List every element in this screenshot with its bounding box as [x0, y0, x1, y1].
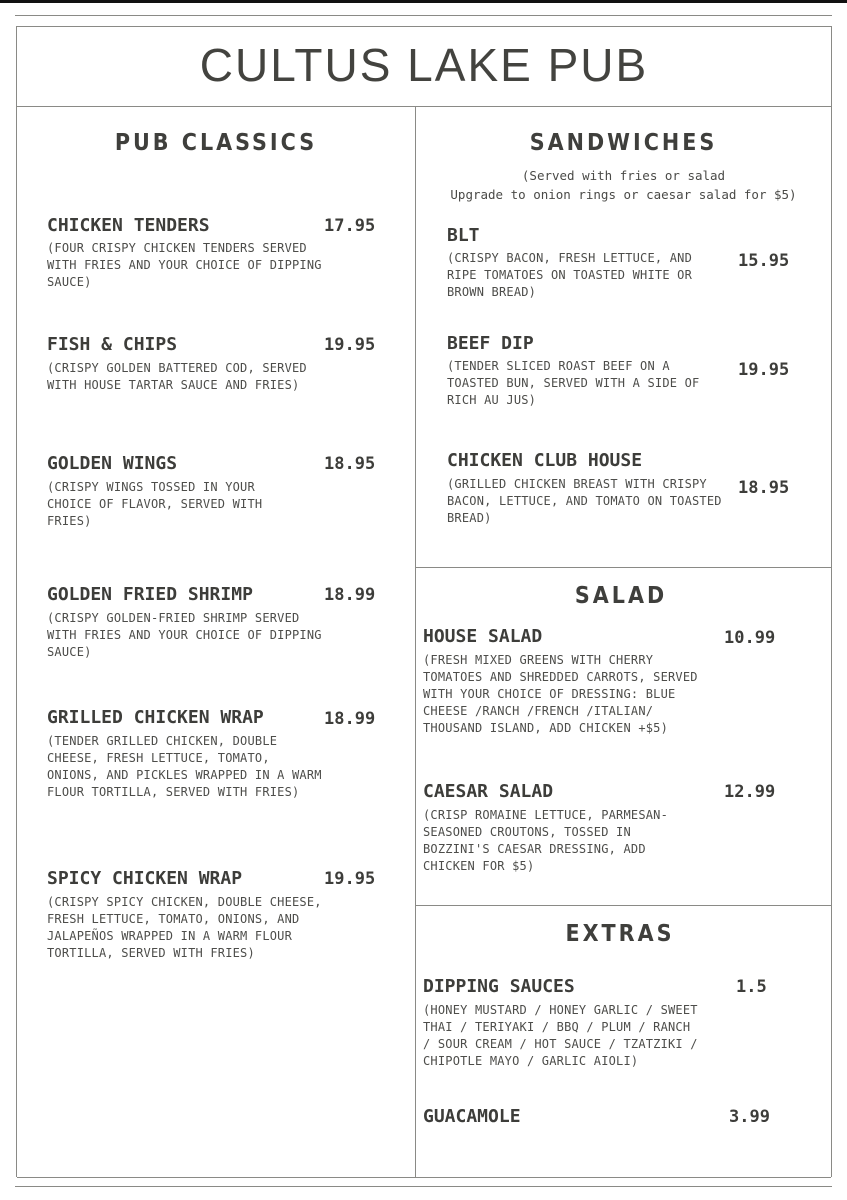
menu-item-name: CAESAR SALAD	[423, 781, 554, 802]
menu-item-description: (HONEY MUSTARD / HONEY GARLIC / SWEET THAI / TERIYAKI / BBQ / PLUM / RANCH / SOUR CREAM / HOT SAUCE / TZATZIKI / CHIPOTLE MAYO / GARLIC AIOLI)	[423, 1003, 698, 1068]
menu-item-description: (CRISPY WINGS TOSSED IN YOUR CHOICE OF FLAVOR, SERVED WITH FRIES)	[47, 480, 263, 528]
menu-item-name: HOUSE SALAD	[423, 626, 543, 647]
menu-item-name: CHICKEN CLUB HOUSE	[447, 450, 643, 471]
menu-item-price: 12.99	[724, 782, 776, 802]
menu-item-description: (CRISPY GOLDEN BATTERED COD, SERVED WITH HOUSE TARTAR SAUCE AND FRIES)	[47, 361, 307, 392]
frame-bottom-outer	[15, 1186, 832, 1187]
menu-item-description: (TENDER GRILLED CHICKEN, DOUBLE CHEESE, FRESH LETTUCE, TOMATO, ONIONS, AND PICKLES WRAPPED IN A WARM FLOUR TORTILLA, SERVED WITH FRIES)	[47, 734, 322, 799]
menu-item-price: 18.99	[324, 709, 376, 729]
menu-item-name: GOLDEN WINGS	[47, 453, 178, 474]
menu-item-name: SPICY CHICKEN WRAP	[47, 868, 243, 889]
frame-top-inner	[17, 26, 831, 27]
title-divider	[17, 106, 831, 107]
menu-item-price: 19.95	[324, 335, 376, 355]
restaurant-name: CULTUS LAKE PUB	[199, 39, 649, 91]
sandwiches-note-line-2: Upgrade to onion rings or caesar salad for $5)	[450, 187, 797, 202]
menu-item-price: 3.99	[729, 1107, 770, 1127]
sandwiches-heading: SANDWICHES	[529, 130, 718, 156]
menu-item-description: (FRESH MIXED GREENS WITH CHERRY TOMATOES AND SHREDDED CARROTS, SERVED WITH YOUR CHOICE OF DRESSING: BLUE CHEESE /RANCH /FRENCH /ITALIAN/ THOUSAND ISLAND, ADD CHICKEN +$5)	[423, 653, 698, 735]
menu-item-description: (CRISP ROMAINE LETTUCE, PARMESAN-SEASONED CROUTONS, TOSSED IN BOZZINI'S CAESAR DRESSING, ADD CHICKEN FOR $5)	[423, 808, 669, 873]
pub-classics-heading: PUB CLASSICS	[114, 130, 318, 156]
menu-item-name: GUACAMOLE	[423, 1106, 521, 1127]
menu-item-name: GRILLED CHICKEN WRAP	[47, 707, 264, 728]
sandwiches-note-line-1: (Served with fries or salad	[521, 168, 726, 183]
menu-item-name: CHICKEN TENDERS	[47, 215, 210, 236]
menu-item-price: 1.5	[736, 977, 767, 997]
menu-item-name: FISH & CHIPS	[47, 334, 178, 355]
menu-item-name: BEEF DIP	[447, 333, 534, 354]
frame-bottom-inner	[17, 1177, 831, 1178]
menu-item-description: (GRILLED CHICKEN BREAST WITH CRISPY BACON, LETTUCE, AND TOMATO ON TOASTED BREAD)	[447, 477, 722, 525]
menu-item-price: 15.95	[738, 251, 790, 271]
column-divider	[415, 107, 416, 1177]
menu-item-description: (TENDER SLICED ROAST BEEF ON A TOASTED BUN, SERVED WITH A SIDE OF RICH AU JUS)	[447, 359, 700, 407]
menu-item-price: 18.95	[738, 478, 790, 498]
menu-item-description: (CRISPY GOLDEN-FRIED SHRIMP SERVED WITH FRIES AND YOUR CHOICE OF DIPPING SAUCE)	[47, 611, 322, 659]
menu-item-price: 19.95	[738, 360, 790, 380]
salad-extras-divider	[416, 905, 831, 906]
frame-left	[16, 26, 17, 1177]
menu-item-name: BLT	[447, 225, 480, 246]
menu-item-price: 19.95	[324, 869, 376, 889]
frame-top-outer	[15, 15, 832, 16]
menu-item-price: 18.95	[324, 454, 376, 474]
frame-right	[831, 26, 832, 1177]
menu-item-price: 10.99	[724, 628, 776, 648]
top-border	[0, 0, 847, 3]
menu-item-price: 17.95	[324, 216, 376, 236]
extras-heading: EXTRAS	[565, 921, 675, 947]
menu-item-description: (CRISPY SPICY CHICKEN, DOUBLE CHEESE, FRESH LETTUCE, TOMATO, ONIONS, AND JALAPEÑOS WRAPPED IN A WARM FLOUR TORTILLA, SERVED WITH FRIES)	[47, 895, 322, 960]
menu-item-description: (FOUR CRISPY CHICKEN TENDERS SERVED WITH FRIES AND YOUR CHOICE OF DIPPING SAUCE)	[47, 241, 322, 289]
sandwich-salad-divider	[416, 567, 831, 568]
menu-item-name: DIPPING SAUCES	[423, 976, 575, 997]
menu-item-name: GOLDEN FRIED SHRIMP	[47, 584, 253, 605]
menu-item-description: (CRISPY BACON, FRESH LETTUCE, AND RIPE TOMATOES ON TOASTED WHITE OR BROWN BREAD)	[447, 251, 693, 299]
menu-item-price: 18.99	[324, 585, 376, 605]
salad-heading: SALAD	[574, 583, 668, 609]
